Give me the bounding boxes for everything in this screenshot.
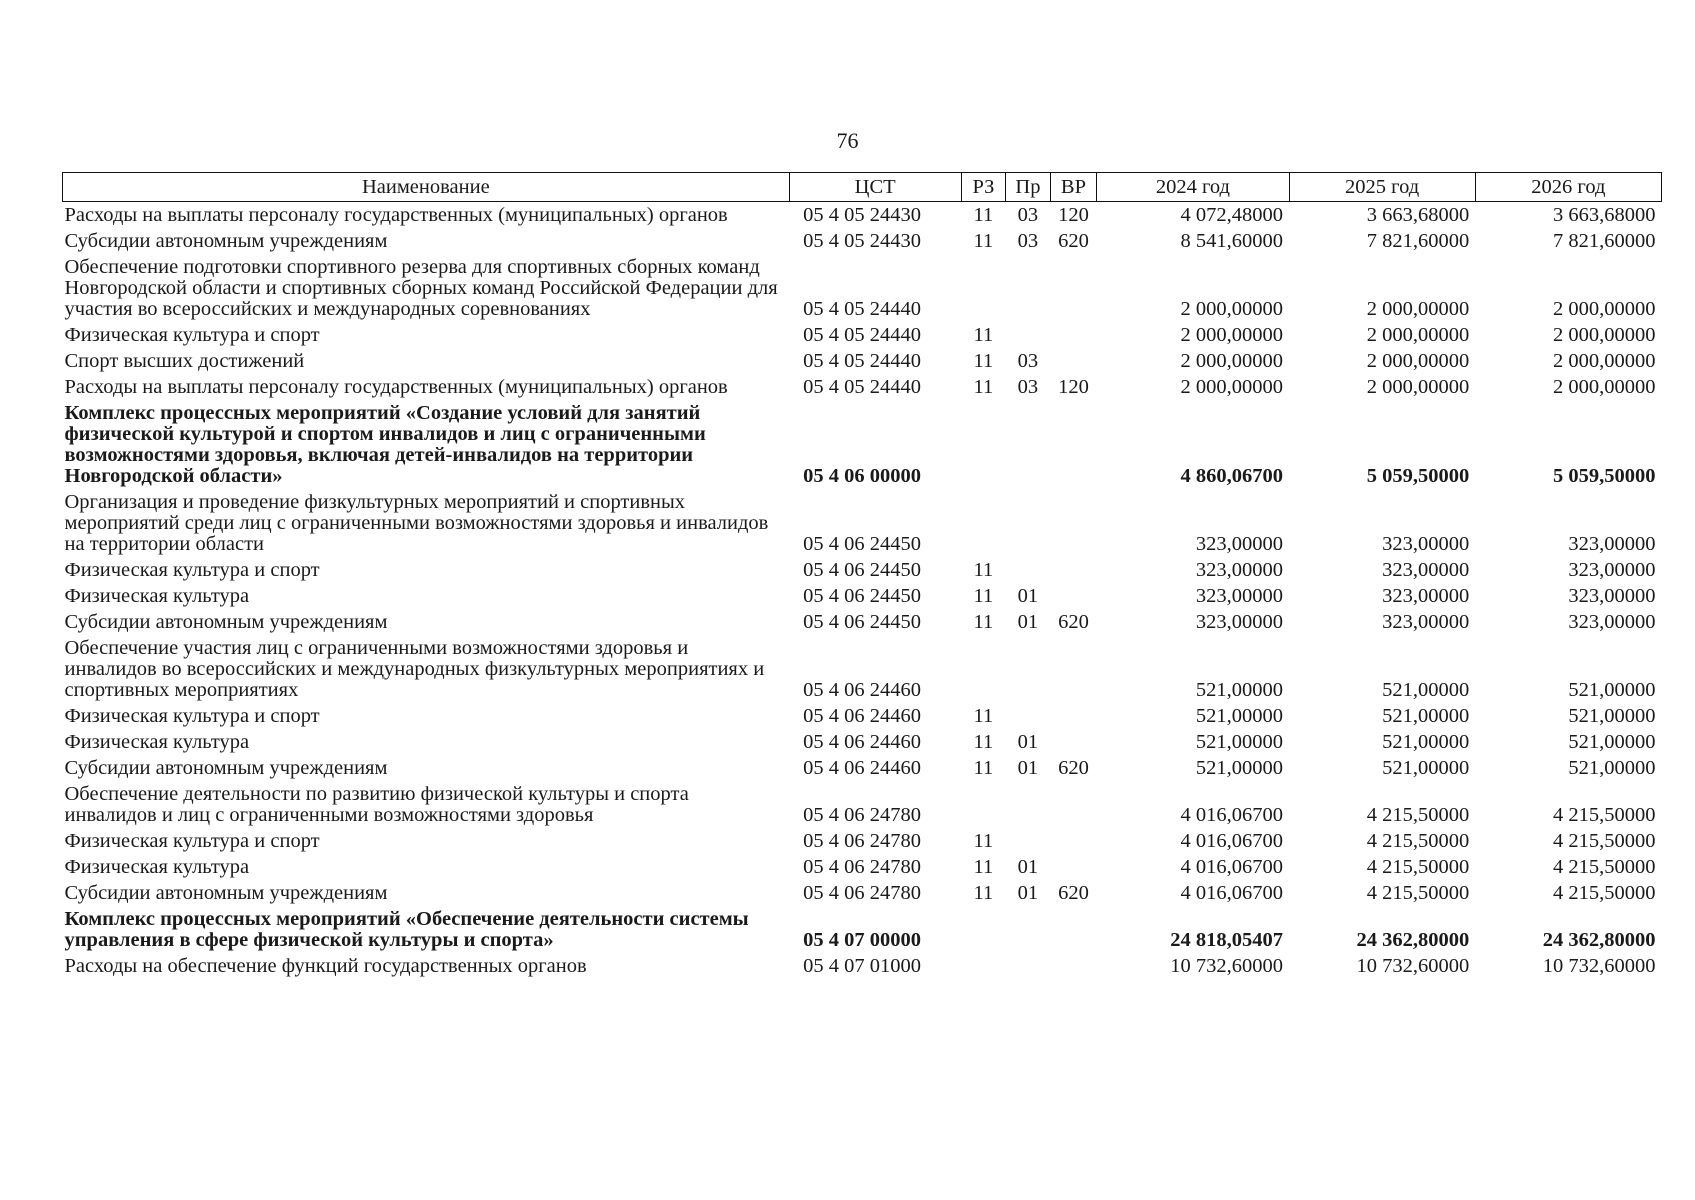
cell-rz: 11 xyxy=(973,350,994,372)
cell-2025: 521,00000 xyxy=(1382,757,1470,779)
cell-vr xyxy=(1050,828,1097,854)
cell-name: Физическая культура и спорт xyxy=(64,705,320,727)
table-row xyxy=(63,254,1662,322)
cell-2026: 4 215,50000 xyxy=(1553,856,1656,878)
cell-2025: 323,00000 xyxy=(1382,585,1470,607)
cell-vr: 120 xyxy=(1058,376,1089,398)
cell-vr xyxy=(1050,254,1097,322)
cell-rz: 11 xyxy=(973,230,994,252)
cell-2025: 3 663,68000 xyxy=(1366,204,1470,226)
header-vr: ВР xyxy=(1050,173,1097,202)
cell-pr xyxy=(1006,254,1051,322)
cell-name: Спорт высших достижений xyxy=(64,350,305,372)
cell-pr: 01 xyxy=(1017,856,1039,878)
cell-2026: 2 000,00000 xyxy=(1553,324,1656,346)
cell-2024: 323,00000 xyxy=(1195,611,1284,633)
cell-pr xyxy=(1006,781,1051,828)
cell-pr xyxy=(1006,489,1051,557)
cell-name: Физическая культура xyxy=(64,731,250,753)
cell-2026: 3 663,68000 xyxy=(1553,204,1656,226)
cell-pr xyxy=(1006,400,1051,489)
cell-rz: 11 xyxy=(973,856,994,878)
table-row-program xyxy=(63,906,1662,953)
cell-2026: 5 059,50000 xyxy=(1553,465,1656,487)
cell-rz: 11 xyxy=(973,757,994,779)
cell-2024: 4 072,48000 xyxy=(1180,204,1284,226)
cell-vr xyxy=(1050,557,1097,583)
page-number: 76 xyxy=(836,128,859,153)
table-row xyxy=(63,322,1662,348)
cell-name: Обеспечение деятельности по развитию физической культуры и спорта инвалидов и лиц с ограниченными возможностями здоровья xyxy=(64,783,689,826)
table-row xyxy=(63,583,1662,609)
cell-name: Расходы на выплаты персоналу государственных (муниципальных) органов xyxy=(64,376,728,398)
cell-cst: 05 4 06 24460 xyxy=(803,679,921,701)
table-row xyxy=(63,880,1662,906)
cell-vr xyxy=(1050,583,1097,609)
cell-2026: 323,00000 xyxy=(1568,611,1656,633)
cell-cst: 05 4 06 24780 xyxy=(803,804,921,826)
cell-2026: 4 215,50000 xyxy=(1553,830,1656,852)
cell-cst: 05 4 07 01000 xyxy=(803,955,921,977)
cell-2024: 24 818,05407 xyxy=(1170,929,1284,951)
cell-2025: 4 215,50000 xyxy=(1366,882,1470,904)
cell-2025: 323,00000 xyxy=(1382,533,1470,555)
cell-cst: 05 4 05 24430 xyxy=(803,230,921,252)
cell-2024: 2 000,00000 xyxy=(1180,324,1284,346)
cell-pr xyxy=(1006,906,1051,953)
cell-name: Субсидии автономным учреждениям xyxy=(64,611,388,633)
cell-pr xyxy=(1006,322,1051,348)
cell-2025: 521,00000 xyxy=(1382,705,1470,727)
table-row xyxy=(63,703,1662,729)
cell-2025: 5 059,50000 xyxy=(1366,465,1470,487)
cell-pr: 01 xyxy=(1017,882,1039,904)
cell-vr: 620 xyxy=(1058,611,1089,633)
cell-2026: 521,00000 xyxy=(1568,679,1656,701)
cell-rz: 11 xyxy=(973,559,994,581)
cell-vr xyxy=(1050,854,1097,880)
cell-cst: 05 4 06 24460 xyxy=(803,731,921,753)
cell-name: Расходы на обеспечение функций государственных органов xyxy=(64,955,587,977)
cell-name: Субсидии автономным учреждениям xyxy=(64,230,388,252)
cell-2024: 4 860,06700 xyxy=(1180,465,1284,487)
cell-cst: 05 4 06 24780 xyxy=(803,856,921,878)
cell-cst: 05 4 06 24450 xyxy=(803,559,921,581)
cell-name: Физическая культура xyxy=(64,585,250,607)
cell-2026: 521,00000 xyxy=(1568,705,1656,727)
cell-vr xyxy=(1050,781,1097,828)
table-row xyxy=(63,348,1662,374)
cell-2024: 521,00000 xyxy=(1195,679,1284,701)
cell-pr xyxy=(1006,828,1051,854)
header-2026: 2026 год xyxy=(1475,173,1661,202)
cell-vr: 620 xyxy=(1058,757,1089,779)
table-row-program xyxy=(63,400,1662,489)
cell-cst: 05 4 05 24440 xyxy=(803,324,921,346)
cell-2026: 10 732,60000 xyxy=(1542,955,1656,977)
cell-2025: 521,00000 xyxy=(1382,679,1470,701)
table-row xyxy=(63,489,1662,557)
table-row xyxy=(63,828,1662,854)
cell-rz xyxy=(961,400,1006,489)
cell-rz xyxy=(961,781,1006,828)
cell-pr xyxy=(1006,703,1051,729)
header-pr: Пр xyxy=(1006,173,1051,202)
table-row xyxy=(63,635,1662,703)
cell-2025: 2 000,00000 xyxy=(1366,324,1470,346)
table-body xyxy=(63,202,1662,980)
cell-name: Физическая культура и спорт xyxy=(64,324,320,346)
cell-pr: 03 xyxy=(1017,350,1039,372)
table-row xyxy=(63,374,1662,400)
cell-vr xyxy=(1050,729,1097,755)
cell-cst: 05 4 05 24440 xyxy=(803,350,921,372)
cell-rz: 11 xyxy=(973,731,994,753)
cell-2025: 24 362,80000 xyxy=(1356,929,1470,951)
budget-table xyxy=(62,172,1662,979)
cell-2025: 2 000,00000 xyxy=(1366,298,1470,320)
cell-2024: 323,00000 xyxy=(1195,533,1284,555)
cell-2024: 4 016,06700 xyxy=(1180,830,1284,852)
cell-pr: 03 xyxy=(1017,376,1039,398)
header-name: Наименование xyxy=(63,173,790,202)
cell-vr xyxy=(1050,400,1097,489)
cell-rz xyxy=(961,254,1006,322)
cell-name: Расходы на выплаты персоналу государственных (муниципальных) органов xyxy=(64,204,728,226)
cell-name: Комплекс процессных мероприятий «Обеспечение деятельности системы управления в сфере физической культуры и спорта» xyxy=(64,908,749,951)
cell-2024: 323,00000 xyxy=(1195,559,1284,581)
cell-rz: 11 xyxy=(973,585,994,607)
table-row xyxy=(63,202,1662,229)
cell-2026: 521,00000 xyxy=(1568,757,1656,779)
cell-pr xyxy=(1006,557,1051,583)
cell-2026: 2 000,00000 xyxy=(1553,376,1656,398)
cell-vr xyxy=(1050,953,1097,979)
cell-2024: 521,00000 xyxy=(1195,757,1284,779)
cell-cst: 05 4 06 24450 xyxy=(803,585,921,607)
cell-2026: 521,00000 xyxy=(1568,731,1656,753)
cell-pr: 01 xyxy=(1017,757,1039,779)
cell-rz: 11 xyxy=(973,611,994,633)
table-row xyxy=(63,854,1662,880)
cell-rz: 11 xyxy=(973,324,994,346)
cell-name: Обеспечение участия лиц с ограниченными возможностями здоровья и инвалидов во всероссийских и международных физкультурных мероприятиях и спортивных мероприятиях xyxy=(64,637,765,701)
cell-2026: 4 215,50000 xyxy=(1553,882,1656,904)
cell-name: Физическая культура и спорт xyxy=(64,830,320,852)
cell-2026: 323,00000 xyxy=(1568,533,1656,555)
header-cst: ЦСТ xyxy=(789,173,961,202)
cell-pr: 01 xyxy=(1017,731,1039,753)
cell-2026: 7 821,60000 xyxy=(1553,230,1656,252)
cell-rz xyxy=(961,906,1006,953)
cell-name: Комплекс процессных мероприятий «Создание условий для занятий физической культурой и спортом инвалидов и лиц с ограниченными возможностями здоровья, включая детей-инвалидов на территории Новгородской области» xyxy=(64,402,706,487)
cell-rz xyxy=(961,953,1006,979)
cell-name: Субсидии автономным учреждениям xyxy=(64,882,388,904)
cell-cst: 05 4 06 24780 xyxy=(803,882,921,904)
cell-2025: 4 215,50000 xyxy=(1366,830,1470,852)
cell-2026: 4 215,50000 xyxy=(1553,804,1656,826)
cell-2025: 7 821,60000 xyxy=(1366,230,1470,252)
cell-rz: 11 xyxy=(973,882,994,904)
cell-pr: 01 xyxy=(1017,611,1039,633)
cell-pr xyxy=(1006,635,1051,703)
cell-rz: 11 xyxy=(973,376,994,398)
cell-2024: 4 016,06700 xyxy=(1180,856,1284,878)
cell-name: Субсидии автономным учреждениям xyxy=(64,757,388,779)
cell-cst: 05 4 06 00000 xyxy=(803,465,921,487)
cell-cst: 05 4 07 00000 xyxy=(803,929,921,951)
table-row xyxy=(63,755,1662,781)
cell-vr: 120 xyxy=(1058,204,1089,226)
cell-pr: 01 xyxy=(1017,585,1039,607)
table-row xyxy=(63,781,1662,828)
cell-2024: 4 016,06700 xyxy=(1180,804,1284,826)
cell-cst: 05 4 05 24440 xyxy=(803,376,921,398)
cell-2024: 2 000,00000 xyxy=(1180,376,1284,398)
header-rz: РЗ xyxy=(961,173,1006,202)
cell-cst: 05 4 05 24440 xyxy=(803,298,921,320)
cell-cst: 05 4 06 24460 xyxy=(803,757,921,779)
cell-2025: 10 732,60000 xyxy=(1356,955,1470,977)
header-2024: 2024 год xyxy=(1097,173,1289,202)
cell-2026: 323,00000 xyxy=(1568,585,1656,607)
cell-2024: 521,00000 xyxy=(1195,731,1284,753)
cell-2025: 4 215,50000 xyxy=(1366,856,1470,878)
cell-2025: 521,00000 xyxy=(1382,731,1470,753)
cell-rz xyxy=(961,489,1006,557)
table-header xyxy=(63,173,1662,202)
cell-name: Физическая культура и спорт xyxy=(64,559,320,581)
table-row xyxy=(63,557,1662,583)
cell-name: Обеспечение подготовки спортивного резерва для спортивных сборных команд Новгородской области и спортивных сборных команд Российской Федерации для участия во всероссийских и международных соревнованиях xyxy=(64,256,778,320)
cell-vr xyxy=(1050,348,1097,374)
cell-pr: 03 xyxy=(1017,230,1039,252)
cell-2024: 8 541,60000 xyxy=(1180,230,1284,252)
cell-2026: 24 362,80000 xyxy=(1542,929,1656,951)
cell-vr xyxy=(1050,635,1097,703)
cell-2024: 2 000,00000 xyxy=(1180,298,1284,320)
cell-2024: 323,00000 xyxy=(1195,585,1284,607)
cell-2025: 2 000,00000 xyxy=(1366,376,1470,398)
cell-2025: 4 215,50000 xyxy=(1366,804,1470,826)
cell-2025: 2 000,00000 xyxy=(1366,350,1470,372)
cell-rz xyxy=(961,635,1006,703)
cell-vr: 620 xyxy=(1058,882,1089,904)
cell-2024: 10 732,60000 xyxy=(1170,955,1284,977)
cell-pr: 03 xyxy=(1017,204,1039,226)
table-row xyxy=(63,953,1662,979)
cell-vr xyxy=(1050,906,1097,953)
cell-pr xyxy=(1006,953,1051,979)
cell-2026: 2 000,00000 xyxy=(1553,350,1656,372)
cell-name: Организация и проведение физкультурных мероприятий и спортивных мероприятий среди лиц с ограниченными возможностями здоровья и инвалидов на территории области xyxy=(64,491,769,555)
cell-rz: 11 xyxy=(973,705,994,727)
cell-2026: 323,00000 xyxy=(1568,559,1656,581)
cell-2024: 4 016,06700 xyxy=(1180,882,1284,904)
cell-2025: 323,00000 xyxy=(1382,611,1470,633)
cell-vr xyxy=(1050,489,1097,557)
cell-vr xyxy=(1050,322,1097,348)
cell-2026: 2 000,00000 xyxy=(1553,298,1656,320)
table-row xyxy=(63,609,1662,635)
cell-rz: 11 xyxy=(973,830,994,852)
cell-2025: 323,00000 xyxy=(1382,559,1470,581)
table-row xyxy=(63,729,1662,755)
cell-cst: 05 4 06 24460 xyxy=(803,705,921,727)
cell-cst: 05 4 05 24430 xyxy=(803,204,921,226)
cell-2024: 2 000,00000 xyxy=(1180,350,1284,372)
cell-rz: 11 xyxy=(973,204,994,226)
cell-2024: 521,00000 xyxy=(1195,705,1284,727)
cell-cst: 05 4 06 24780 xyxy=(803,830,921,852)
cell-cst: 05 4 06 24450 xyxy=(803,611,921,633)
cell-vr: 620 xyxy=(1058,230,1089,252)
cell-cst: 05 4 06 24450 xyxy=(803,533,921,555)
table-row xyxy=(63,228,1662,254)
header-2025: 2025 год xyxy=(1289,173,1475,202)
cell-name: Физическая культура xyxy=(64,856,250,878)
cell-vr xyxy=(1050,703,1097,729)
